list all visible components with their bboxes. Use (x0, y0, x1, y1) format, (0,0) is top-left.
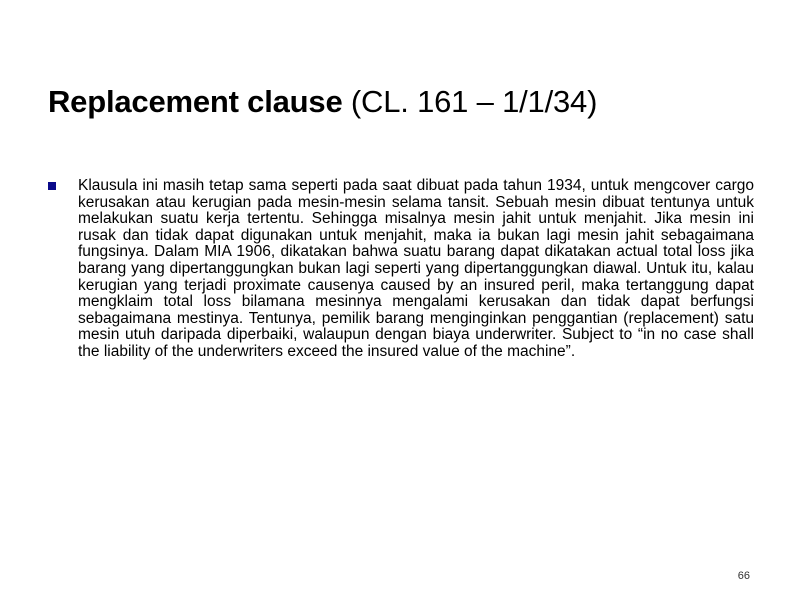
bullet-text: Klausula ini masih tetap sama seperti pada saat dibuat pada tahun 1934, untuk mengcover cargo kerusakan atau kerugian pada mesin-mesin selama tansit. Sebuah mesin dibuat tentunya untuk melakukan suatu kerja tertentu. Sehingga misalnya mesin jahit untuk menjahit. Jika mesin ini rusak dan tidak dapat digunakan untuk menjahit, maka ia bukan lagi mesin jahit sebagaimana fungsinya. Dalam MIA 1906, dikatakan bahwa suatu barang dapat dikatakan actual total loss jika barang yang dipertanggungkan bukan lagi seperti yang dipertanggungkan diawal. Untuk itu, kalau kerugian yang terjadi proximate causenya caused by an insured peril, maka tertanggung dapat mengklaim total loss bilamana mesinnya mengalami kerusakan dan tidak dapat berfungsi sebagaimana mestinya. Tentunya, pemilik barang menginginkan penggantian (replacement) satu mesin utuh daripada diperbaiki, walaupun dengan biaya underwriter. Subject to “in no case shall the liability of the underwriters exceed the insured value of the machine”. (78, 177, 754, 360)
slide-title (48, 82, 768, 122)
square-bullet-icon (48, 182, 56, 190)
title-bold-text: Replacement clause (48, 84, 343, 119)
title-normal-text: (CL. 161 – 1/1/34) (342, 84, 598, 119)
page-number: 66 (737, 570, 750, 582)
